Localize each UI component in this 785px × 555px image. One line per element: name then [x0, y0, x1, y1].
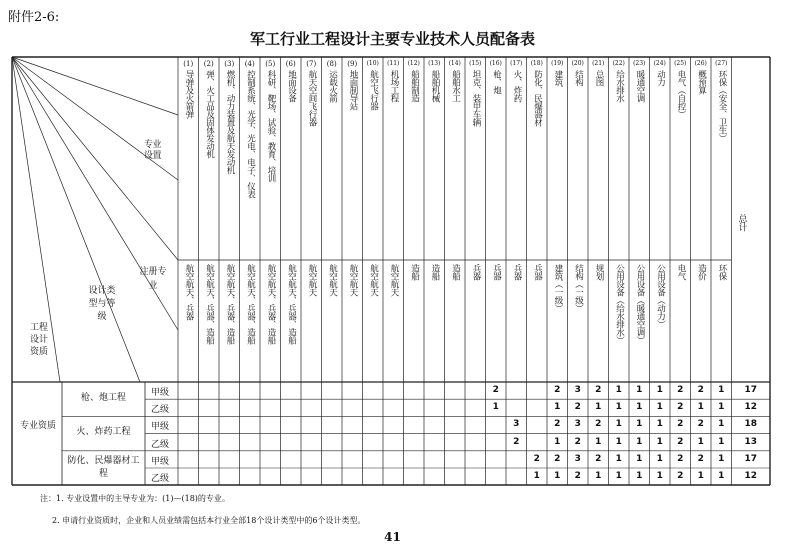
- value-cell: 1: [595, 402, 602, 413]
- value-cell: 1: [656, 471, 663, 481]
- column-specialty-name: 结构: [573, 70, 584, 86]
- column-number: (11): [387, 60, 400, 67]
- column-specialty-name: 船舶制造: [409, 70, 420, 102]
- value-cell: 1: [554, 402, 561, 413]
- value-cell: 1: [636, 471, 643, 481]
- column-registered-specialty: 结构（一级）: [573, 264, 584, 312]
- column-registered-specialty: 航空航天、兵器: [184, 264, 194, 320]
- value-cell: 2: [595, 453, 602, 464]
- qualification-label: 专业资质: [19, 421, 56, 431]
- column-specialty-name: 地面设备: [286, 70, 297, 102]
- column-specialty-name: 弹、火工品及固体发动机: [204, 70, 215, 158]
- value-cell: 1: [615, 453, 622, 464]
- value-cell: 1: [718, 419, 725, 430]
- column-number: (3): [224, 60, 235, 68]
- total-cell: 13: [744, 436, 758, 447]
- column-registered-specialty: 航空航天: [389, 264, 399, 296]
- column-registered-specialty: 造价: [696, 264, 707, 280]
- total-cell: 12: [744, 402, 758, 413]
- value-cell: 1: [718, 453, 725, 464]
- value-cell: 1: [595, 436, 602, 447]
- value-cell: 1: [697, 471, 704, 481]
- footnote-2: 2. 申请行业资质时，企业和人员业绩需包括本行业全部18个设计类型中的6个设计类型。: [52, 516, 366, 525]
- group-name: 火、炸药工程: [76, 427, 131, 438]
- column-registered-specialty: 航空航天、兵器、造船: [266, 264, 276, 344]
- column-registered-specialty: 航空航天、兵器、造船: [204, 264, 215, 344]
- value-cell: 2: [697, 453, 704, 464]
- value-cell: 2: [677, 385, 684, 395]
- value-cell: 1: [615, 436, 622, 447]
- value-cell: 2: [677, 402, 684, 413]
- value-cell: 1: [697, 402, 704, 413]
- value-cell: 1: [718, 402, 725, 413]
- column-number: (12): [407, 60, 420, 67]
- value-cell: 2: [513, 436, 520, 447]
- column-specialty-name: 机场工程: [389, 70, 399, 102]
- group-name: 枪、炮工程: [80, 393, 126, 403]
- column-registered-specialty: 兵器: [491, 264, 502, 280]
- value-cell: 3: [574, 419, 581, 430]
- value-cell: 1: [615, 385, 622, 395]
- value-cell: 1: [636, 419, 643, 430]
- column-registered-specialty: 航空航天、兵器、造船: [225, 264, 235, 344]
- value-cell: 1: [595, 471, 602, 481]
- column-registered-specialty: 造船: [450, 264, 461, 280]
- column-specialty-name: 电气（自控）: [676, 70, 686, 118]
- column-number: (16): [489, 60, 502, 67]
- attachment-label: 附件2-6:: [8, 10, 60, 25]
- corner-diagonal: [12, 57, 178, 115]
- value-cell: 1: [615, 419, 622, 430]
- column-number: (8): [326, 60, 337, 68]
- value-cell: 1: [656, 436, 663, 447]
- value-cell: 1: [697, 436, 704, 447]
- total-cell: 12: [744, 471, 758, 481]
- total-cell: 17: [744, 453, 758, 464]
- value-cell: 1: [656, 419, 663, 430]
- column-number: (26): [694, 60, 707, 67]
- value-cell: 2: [554, 419, 561, 430]
- value-cell: 1: [636, 402, 643, 413]
- grade-label: 甲级: [151, 422, 170, 433]
- column-number: (17): [510, 60, 523, 67]
- value-cell: 1: [718, 471, 725, 481]
- total-cell: 18: [744, 419, 758, 430]
- column-number: (7): [306, 60, 317, 68]
- column-number: (10): [366, 60, 379, 67]
- table-title: 军工行业工程设计主要专业技术人员配备表: [249, 30, 535, 48]
- column-specialty-name: 概预算: [696, 70, 707, 94]
- column-registered-specialty: 航空航天: [307, 264, 317, 296]
- value-cell: 1: [554, 436, 561, 447]
- value-cell: 3: [574, 385, 581, 395]
- grade-label: 甲级: [151, 456, 170, 467]
- column-specialty-name: 枪、炮: [491, 70, 502, 94]
- column-specialty-name: 坦克、装甲车辆: [471, 70, 481, 126]
- value-cell: 2: [574, 402, 581, 413]
- column-specialty-name: 船舶水工: [450, 70, 461, 102]
- column-registered-specialty: 航空航天、兵器、造船: [245, 264, 256, 344]
- column-number: (9): [347, 60, 358, 68]
- column-specialty-name: 燃机、动力装置及航天发动机: [225, 70, 235, 174]
- total-header: 总计: [736, 214, 747, 231]
- value-cell: 2: [554, 385, 561, 395]
- column-registered-specialty: 电气: [676, 264, 686, 280]
- corner-qualification: 工程设计资质: [29, 323, 48, 357]
- value-cell: 1: [492, 402, 499, 413]
- column-number: (24): [653, 60, 666, 67]
- column-registered-specialty: 航空航天、兵器、造船: [286, 264, 297, 344]
- column-specialty-name: 暖通空调: [635, 70, 645, 102]
- column-registered-specialty: 公用设备（给水排水）: [614, 264, 625, 344]
- value-cell: 2: [697, 419, 704, 430]
- column-registered-specialty: 兵器: [471, 264, 481, 280]
- value-cell: 2: [595, 419, 602, 430]
- value-cell: 3: [513, 419, 520, 430]
- column-registered-specialty: 环保: [717, 264, 727, 280]
- grade-label: 甲级: [151, 388, 170, 398]
- value-cell: 3: [574, 453, 581, 464]
- value-cell: 1: [656, 402, 663, 413]
- column-number: (6): [285, 60, 296, 68]
- column-specialty-name: 科研、靶场、试验、教育、培训: [266, 70, 276, 182]
- value-cell: 2: [574, 471, 581, 481]
- column-specialty-name: 总图: [594, 70, 604, 86]
- column-registered-specialty: 建筑（一级）: [553, 264, 563, 312]
- column-specialty-name: 建筑: [553, 70, 563, 86]
- column-specialty-name: 动力: [655, 70, 666, 86]
- value-cell: 1: [656, 385, 663, 395]
- value-cell: 1: [533, 471, 540, 481]
- column-specialty-name: 导弹及火箭弹: [184, 70, 194, 118]
- value-cell: 1: [636, 453, 643, 464]
- column-specialty-name: 航空飞行器: [368, 70, 379, 110]
- total-cell: 17: [744, 385, 758, 395]
- column-specialty-name: 航天空间飞行器: [307, 70, 317, 126]
- column-number: (13): [428, 60, 441, 67]
- column-registered-specialty: 航空航天: [368, 264, 379, 296]
- column-number: (4): [244, 60, 255, 68]
- corner-specialty-setting: 专业设置: [144, 140, 162, 161]
- column-number: (18): [530, 60, 543, 67]
- column-number: (15): [469, 60, 482, 67]
- column-registered-specialty: 公用设备（暖通空调）: [635, 264, 645, 344]
- footnotes: [40, 488, 365, 532]
- column-registered-specialty: 航空航天: [348, 264, 358, 296]
- column-specialty-name: 船舶机械: [430, 70, 440, 102]
- column-specialty-name: 控制系统、光学、光电、电子、仪表: [245, 70, 256, 198]
- page-number: 41: [384, 530, 401, 544]
- value-cell: 1: [636, 385, 643, 395]
- value-cell: 1: [718, 436, 725, 447]
- column-specialty-name: 给水排水: [614, 70, 625, 102]
- value-cell: 2: [677, 471, 684, 481]
- column-specialty-name: 环保（安全、卫生）: [717, 70, 727, 142]
- value-cell: 2: [554, 453, 561, 464]
- column-registered-specialty: 航空航天: [327, 264, 338, 296]
- grade-label: 乙级: [151, 474, 170, 484]
- column-registered-specialty: 造船: [409, 264, 420, 280]
- column-registered-specialty: 兵器: [532, 264, 543, 280]
- value-cell: 1: [615, 471, 622, 481]
- column-number: (1): [183, 60, 194, 68]
- grade-label: 乙级: [151, 439, 170, 450]
- column-specialty-name: 运载火箭: [327, 70, 338, 102]
- column-number: (14): [448, 60, 461, 67]
- value-cell: 2: [677, 453, 684, 464]
- column-specialty-name: 防化、民爆器材: [532, 70, 543, 126]
- value-cell: 1: [718, 385, 725, 395]
- value-cell: 2: [677, 436, 684, 447]
- column-number: (5): [265, 60, 276, 68]
- value-cell: 2: [574, 436, 581, 447]
- corner-registered-specialty: 注册专业: [139, 267, 167, 291]
- column-number: (27): [715, 60, 728, 67]
- value-cell: 1: [636, 436, 643, 447]
- column-registered-specialty: 兵器: [512, 264, 522, 280]
- value-cell: 1: [656, 453, 663, 464]
- column-specialty-name: 火、炸药: [512, 70, 522, 102]
- column-number: (21): [592, 60, 605, 67]
- column-registered-specialty: 规划: [594, 264, 604, 280]
- column-registered-specialty: 造船: [430, 264, 440, 280]
- value-cell: 1: [554, 471, 561, 481]
- corner-design-type: 设计类型与等级: [88, 286, 116, 322]
- column-number: (2): [203, 60, 214, 68]
- column-number: (20): [571, 60, 584, 67]
- column-number: (22): [612, 60, 625, 67]
- footnote-1: 注：1. 专业设置中的主导专业为：(1)—(18)的专业。: [40, 494, 230, 503]
- value-cell: 2: [492, 385, 499, 395]
- value-cell: 1: [615, 402, 622, 413]
- value-cell: 2: [595, 385, 602, 395]
- column-number: (25): [674, 60, 687, 67]
- value-cell: 2: [677, 419, 684, 430]
- column-number: (23): [633, 60, 646, 67]
- grade-label: 乙级: [151, 405, 170, 416]
- value-cell: 2: [697, 385, 704, 395]
- column-registered-specialty: 公用设备（动力）: [655, 264, 666, 328]
- column-specialty-name: 地面制导站: [348, 70, 358, 110]
- column-number: (19): [551, 60, 564, 67]
- value-cell: 2: [533, 453, 540, 464]
- group-name: 防化、民爆器材工程: [67, 455, 140, 479]
